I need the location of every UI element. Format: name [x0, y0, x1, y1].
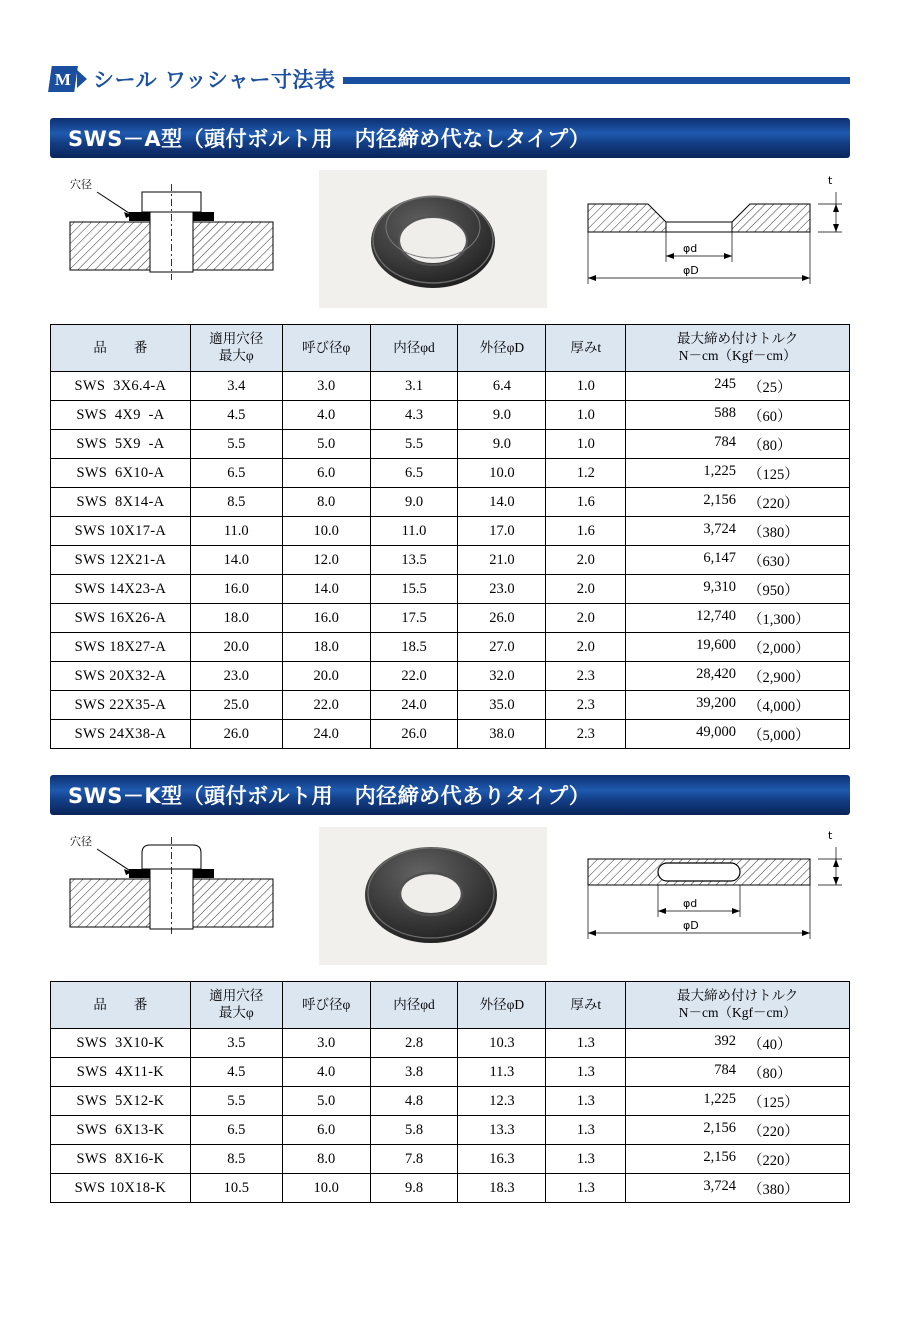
table-row	[51, 430, 850, 459]
torque-newton-cm: 392	[714, 1032, 737, 1049]
torque-kgf-cm: （630）	[748, 553, 799, 570]
cell-max-torque	[626, 1174, 850, 1203]
cell-part-number: SWS 20X32-A	[51, 662, 191, 691]
cell-inner-diameter: 18.5	[370, 633, 458, 662]
torque-kgf-cm: （950）	[748, 582, 799, 599]
cell-inner-diameter: 26.0	[370, 720, 458, 749]
cell-inner-diameter: 9.0	[370, 488, 458, 517]
col-header-hole-diameter: 適用穴径 最大φ	[190, 982, 282, 1029]
cell-part-number: SWS 4X11-K	[51, 1058, 191, 1087]
cell-hole-diameter: 26.0	[190, 720, 282, 749]
table-row	[51, 1087, 850, 1116]
cell-hole-diameter: 11.0	[190, 517, 282, 546]
cell-thickness: 2.3	[546, 720, 626, 749]
figure-installation-diagram-k	[50, 827, 295, 967]
cell-max-torque	[626, 604, 850, 633]
cell-hole-diameter: 10.5	[190, 1174, 282, 1203]
dimension-diagram-svg-a	[570, 170, 850, 310]
logo-letter: M	[54, 69, 72, 89]
cell-outer-diameter: 35.0	[458, 691, 546, 720]
cell-nominal-diameter: 6.0	[282, 459, 370, 488]
table-row	[51, 546, 850, 575]
cell-thickness: 1.0	[546, 372, 626, 401]
cell-max-torque	[626, 1029, 850, 1058]
cell-nominal-diameter: 8.0	[282, 488, 370, 517]
product-photo-svg-a	[319, 170, 547, 308]
table-row	[51, 401, 850, 430]
table-row	[51, 1116, 850, 1145]
cell-nominal-diameter: 3.0	[282, 1029, 370, 1058]
torque-newton-cm: 3,724	[703, 1177, 737, 1194]
table-header-row	[51, 325, 850, 372]
cell-part-number: SWS 6X13-K	[51, 1116, 191, 1145]
outer-diameter-label-k: φD	[683, 919, 699, 932]
col-header-max-torque: 最大締め付けトルク N－cm（Kgf－cm）	[626, 982, 850, 1029]
brand-logo	[50, 66, 87, 92]
dimension-diagram-svg-k	[570, 827, 850, 967]
cell-outer-diameter: 38.0	[458, 720, 546, 749]
torque-kgf-cm: （2,900）	[748, 669, 810, 686]
cell-inner-diameter: 3.1	[370, 372, 458, 401]
table-header-row	[51, 982, 850, 1029]
table-row	[51, 517, 850, 546]
cell-max-torque	[626, 691, 850, 720]
cell-inner-diameter: 5.8	[370, 1116, 458, 1145]
col-header-part-number: 品 番	[51, 982, 191, 1029]
figure-row-sws-k	[50, 827, 850, 967]
cell-outer-diameter: 21.0	[458, 546, 546, 575]
torque-newton-cm: 784	[714, 433, 737, 450]
cell-part-number: SWS 5X9 -A	[51, 430, 191, 459]
cell-thickness: 1.3	[546, 1087, 626, 1116]
cell-inner-diameter: 17.5	[370, 604, 458, 633]
cell-hole-diameter: 5.5	[190, 1087, 282, 1116]
col-header-nominal-diameter: 呼び径φ	[282, 982, 370, 1029]
product-photo-k	[319, 827, 547, 965]
cell-outer-diameter: 17.0	[458, 517, 546, 546]
cell-part-number: SWS 10X18-K	[51, 1174, 191, 1203]
torque-newton-cm: 12,740	[696, 607, 737, 624]
spec-table-body-a	[51, 372, 850, 749]
cell-outer-diameter: 16.3	[458, 1145, 546, 1174]
cell-nominal-diameter: 3.0	[282, 372, 370, 401]
torque-newton-cm: 19,600	[696, 636, 737, 653]
table-row	[51, 662, 850, 691]
col-header-outer-diameter: 外径φD	[458, 982, 546, 1029]
cell-hole-diameter: 14.0	[190, 546, 282, 575]
cell-thickness: 1.3	[546, 1116, 626, 1145]
hole-diameter-label-a: 穴径	[70, 178, 92, 191]
cell-max-torque	[626, 1058, 850, 1087]
cell-outer-diameter: 10.0	[458, 459, 546, 488]
cell-max-torque	[626, 720, 850, 749]
cell-nominal-diameter: 5.0	[282, 430, 370, 459]
section-banner-label-k: SWS－K型（頭付ボルト用 内径締め代ありタイプ）	[68, 784, 591, 808]
cell-inner-diameter: 6.5	[370, 459, 458, 488]
cell-nominal-diameter: 20.0	[282, 662, 370, 691]
cell-max-torque	[626, 662, 850, 691]
cell-part-number: SWS 16X26-A	[51, 604, 191, 633]
section-sws-k	[50, 775, 850, 1203]
cell-hole-diameter: 20.0	[190, 633, 282, 662]
cell-inner-diameter: 5.5	[370, 430, 458, 459]
logo-arrow-icon	[77, 70, 87, 88]
cell-max-torque	[626, 401, 850, 430]
cell-thickness: 1.6	[546, 488, 626, 517]
product-photo-svg-k	[319, 827, 547, 965]
torque-newton-cm: 2,156	[703, 491, 737, 508]
cell-part-number: SWS 3X6.4-A	[51, 372, 191, 401]
inner-diameter-label-k: φd	[683, 897, 698, 910]
torque-newton-cm: 1,225	[703, 462, 737, 479]
cell-nominal-diameter: 4.0	[282, 1058, 370, 1087]
torque-kgf-cm: （5,000）	[748, 727, 810, 744]
cell-thickness: 2.0	[546, 604, 626, 633]
cell-nominal-diameter: 6.0	[282, 1116, 370, 1145]
cell-max-torque	[626, 633, 850, 662]
col-header-nominal-diameter: 呼び径φ	[282, 325, 370, 372]
torque-kgf-cm: （220）	[748, 495, 799, 512]
product-photo-a	[319, 170, 547, 308]
col-header-outer-diameter: 外径φD	[458, 325, 546, 372]
outer-diameter-label-a: φD	[683, 264, 699, 277]
cell-outer-diameter: 18.3	[458, 1174, 546, 1203]
col-header-inner-diameter: 内径φd	[370, 982, 458, 1029]
cell-inner-diameter: 15.5	[370, 575, 458, 604]
cell-outer-diameter: 26.0	[458, 604, 546, 633]
table-row	[51, 1029, 850, 1058]
section-sws-a	[50, 118, 850, 749]
table-row	[51, 691, 850, 720]
cell-thickness: 1.0	[546, 401, 626, 430]
table-row	[51, 604, 850, 633]
torque-kgf-cm: （1,300）	[748, 611, 810, 628]
torque-newton-cm: 245	[714, 375, 737, 392]
cell-outer-diameter: 12.3	[458, 1087, 546, 1116]
cell-nominal-diameter: 8.0	[282, 1145, 370, 1174]
thickness-label-a: t	[828, 174, 833, 187]
cell-outer-diameter: 32.0	[458, 662, 546, 691]
figure-dimension-diagram-k	[570, 827, 850, 967]
cell-thickness: 2.3	[546, 691, 626, 720]
cell-inner-diameter: 7.8	[370, 1145, 458, 1174]
torque-kgf-cm: （60）	[748, 408, 792, 425]
cell-outer-diameter: 13.3	[458, 1116, 546, 1145]
torque-newton-cm: 49,000	[696, 723, 737, 740]
col-header-hole-diameter: 適用穴径 最大φ	[190, 325, 282, 372]
cell-nominal-diameter: 14.0	[282, 575, 370, 604]
torque-newton-cm: 2,156	[703, 1119, 737, 1136]
cell-hole-diameter: 3.5	[190, 1029, 282, 1058]
cell-outer-diameter: 14.0	[458, 488, 546, 517]
torque-newton-cm: 6,147	[703, 549, 737, 566]
cell-thickness: 1.3	[546, 1029, 626, 1058]
figure-installation-diagram-a	[50, 170, 295, 310]
cell-thickness: 1.3	[546, 1174, 626, 1203]
spec-table-sws-a	[50, 324, 850, 749]
cell-hole-diameter: 8.5	[190, 1145, 282, 1174]
torque-newton-cm: 1,225	[703, 1090, 737, 1107]
cell-thickness: 2.0	[546, 546, 626, 575]
cell-inner-diameter: 13.5	[370, 546, 458, 575]
cell-thickness: 1.0	[546, 430, 626, 459]
cell-part-number: SWS 12X21-A	[51, 546, 191, 575]
logo-mark-icon	[48, 66, 78, 92]
torque-kgf-cm: （220）	[748, 1123, 799, 1140]
torque-kgf-cm: （220）	[748, 1152, 799, 1169]
cell-part-number: SWS 10X17-A	[51, 517, 191, 546]
cell-inner-diameter: 4.3	[370, 401, 458, 430]
cell-hole-diameter: 6.5	[190, 1116, 282, 1145]
cell-nominal-diameter: 10.0	[282, 1174, 370, 1203]
cell-outer-diameter: 23.0	[458, 575, 546, 604]
cell-outer-diameter: 27.0	[458, 633, 546, 662]
cell-nominal-diameter: 16.0	[282, 604, 370, 633]
col-header-inner-diameter: 内径φd	[370, 325, 458, 372]
cell-max-torque	[626, 517, 850, 546]
cell-part-number: SWS 4X9 -A	[51, 401, 191, 430]
cell-part-number: SWS 22X35-A	[51, 691, 191, 720]
cell-max-torque	[626, 546, 850, 575]
torque-kgf-cm: （4,000）	[748, 698, 810, 715]
cell-outer-diameter: 10.3	[458, 1029, 546, 1058]
cell-hole-diameter: 18.0	[190, 604, 282, 633]
table-row	[51, 1145, 850, 1174]
page-title: シール ワッシャー寸法表	[93, 68, 336, 92]
cell-part-number: SWS 5X12-K	[51, 1087, 191, 1116]
section-banner-label: SWS－A型（頭付ボルト用 内径締め代なしタイプ）	[68, 127, 591, 151]
header-divider	[343, 77, 850, 84]
cell-inner-diameter: 2.8	[370, 1029, 458, 1058]
cell-part-number: SWS 8X14-A	[51, 488, 191, 517]
cell-inner-diameter: 9.8	[370, 1174, 458, 1203]
cell-hole-diameter: 16.0	[190, 575, 282, 604]
cell-max-torque	[626, 459, 850, 488]
cell-outer-diameter: 11.3	[458, 1058, 546, 1087]
cell-hole-diameter: 4.5	[190, 1058, 282, 1087]
cell-hole-diameter: 3.4	[190, 372, 282, 401]
torque-newton-cm: 28,420	[696, 665, 737, 682]
table-row	[51, 459, 850, 488]
cell-nominal-diameter: 4.0	[282, 401, 370, 430]
document-header	[50, 62, 850, 96]
col-header-thickness: 厚みt	[546, 982, 626, 1029]
cell-thickness: 2.0	[546, 633, 626, 662]
cell-inner-diameter: 11.0	[370, 517, 458, 546]
cell-nominal-diameter: 5.0	[282, 1087, 370, 1116]
cell-max-torque	[626, 1087, 850, 1116]
cell-inner-diameter: 22.0	[370, 662, 458, 691]
torque-newton-cm: 39,200	[696, 694, 737, 711]
cell-max-torque	[626, 430, 850, 459]
document-page	[0, 62, 900, 1335]
cell-max-torque	[626, 1116, 850, 1145]
table-row	[51, 1058, 850, 1087]
section-banner-sws-a	[50, 118, 850, 158]
cell-part-number: SWS 24X38-A	[51, 720, 191, 749]
torque-newton-cm: 2,156	[703, 1148, 737, 1165]
cell-hole-diameter: 6.5	[190, 459, 282, 488]
cell-max-torque	[626, 1145, 850, 1174]
cell-thickness: 1.6	[546, 517, 626, 546]
torque-newton-cm: 784	[714, 1061, 737, 1078]
cell-thickness: 1.3	[546, 1145, 626, 1174]
cell-max-torque	[626, 488, 850, 517]
cell-hole-diameter: 23.0	[190, 662, 282, 691]
table-row	[51, 372, 850, 401]
cell-hole-diameter: 8.5	[190, 488, 282, 517]
cell-outer-diameter: 9.0	[458, 430, 546, 459]
cell-outer-diameter: 9.0	[458, 401, 546, 430]
hole-diameter-label-k: 穴径	[70, 835, 92, 848]
cell-nominal-diameter: 18.0	[282, 633, 370, 662]
section-banner-sws-k	[50, 775, 850, 815]
col-header-part-number: 品 番	[51, 325, 191, 372]
torque-kgf-cm: （40）	[748, 1036, 792, 1053]
cell-outer-diameter: 6.4	[458, 372, 546, 401]
cell-max-torque	[626, 372, 850, 401]
cell-part-number: SWS 3X10-K	[51, 1029, 191, 1058]
torque-kgf-cm: （80）	[748, 1065, 792, 1082]
figure-row-sws-a	[50, 170, 850, 310]
cell-part-number: SWS 6X10-A	[51, 459, 191, 488]
cell-hole-diameter: 5.5	[190, 430, 282, 459]
cell-thickness: 1.2	[546, 459, 626, 488]
cell-nominal-diameter: 10.0	[282, 517, 370, 546]
torque-kgf-cm: （2,000）	[748, 640, 810, 657]
cell-nominal-diameter: 22.0	[282, 691, 370, 720]
cell-inner-diameter: 24.0	[370, 691, 458, 720]
table-row	[51, 633, 850, 662]
table-row	[51, 720, 850, 749]
torque-kgf-cm: （380）	[748, 1181, 799, 1198]
cell-thickness: 2.3	[546, 662, 626, 691]
cell-max-torque	[626, 575, 850, 604]
cell-part-number: SWS 18X27-A	[51, 633, 191, 662]
torque-newton-cm: 3,724	[703, 520, 737, 537]
cell-inner-diameter: 4.8	[370, 1087, 458, 1116]
cell-thickness: 2.0	[546, 575, 626, 604]
table-row	[51, 488, 850, 517]
figure-dimension-diagram-a	[570, 170, 850, 310]
torque-kgf-cm: （80）	[748, 437, 792, 454]
cell-nominal-diameter: 12.0	[282, 546, 370, 575]
torque-kgf-cm: （125）	[748, 1094, 799, 1111]
torque-kgf-cm: （380）	[748, 524, 799, 541]
torque-kgf-cm: （125）	[748, 466, 799, 483]
cell-hole-diameter: 25.0	[190, 691, 282, 720]
thickness-label-k: t	[828, 829, 833, 842]
table-row	[51, 1174, 850, 1203]
torque-newton-cm: 9,310	[703, 578, 737, 595]
torque-newton-cm: 588	[714, 404, 737, 421]
cell-nominal-diameter: 24.0	[282, 720, 370, 749]
cell-thickness: 1.3	[546, 1058, 626, 1087]
table-row	[51, 575, 850, 604]
cell-part-number: SWS 8X16-K	[51, 1145, 191, 1174]
cell-inner-diameter: 3.8	[370, 1058, 458, 1087]
cell-part-number: SWS 14X23-A	[51, 575, 191, 604]
col-header-thickness: 厚みt	[546, 325, 626, 372]
inner-diameter-label-a: φd	[683, 242, 698, 255]
spec-table-sws-k	[50, 981, 850, 1203]
cell-hole-diameter: 4.5	[190, 401, 282, 430]
col-header-max-torque: 最大締め付けトルク N－cm（Kgf－cm）	[626, 325, 850, 372]
spec-table-body-k	[51, 1029, 850, 1203]
torque-kgf-cm: （25）	[748, 379, 792, 396]
